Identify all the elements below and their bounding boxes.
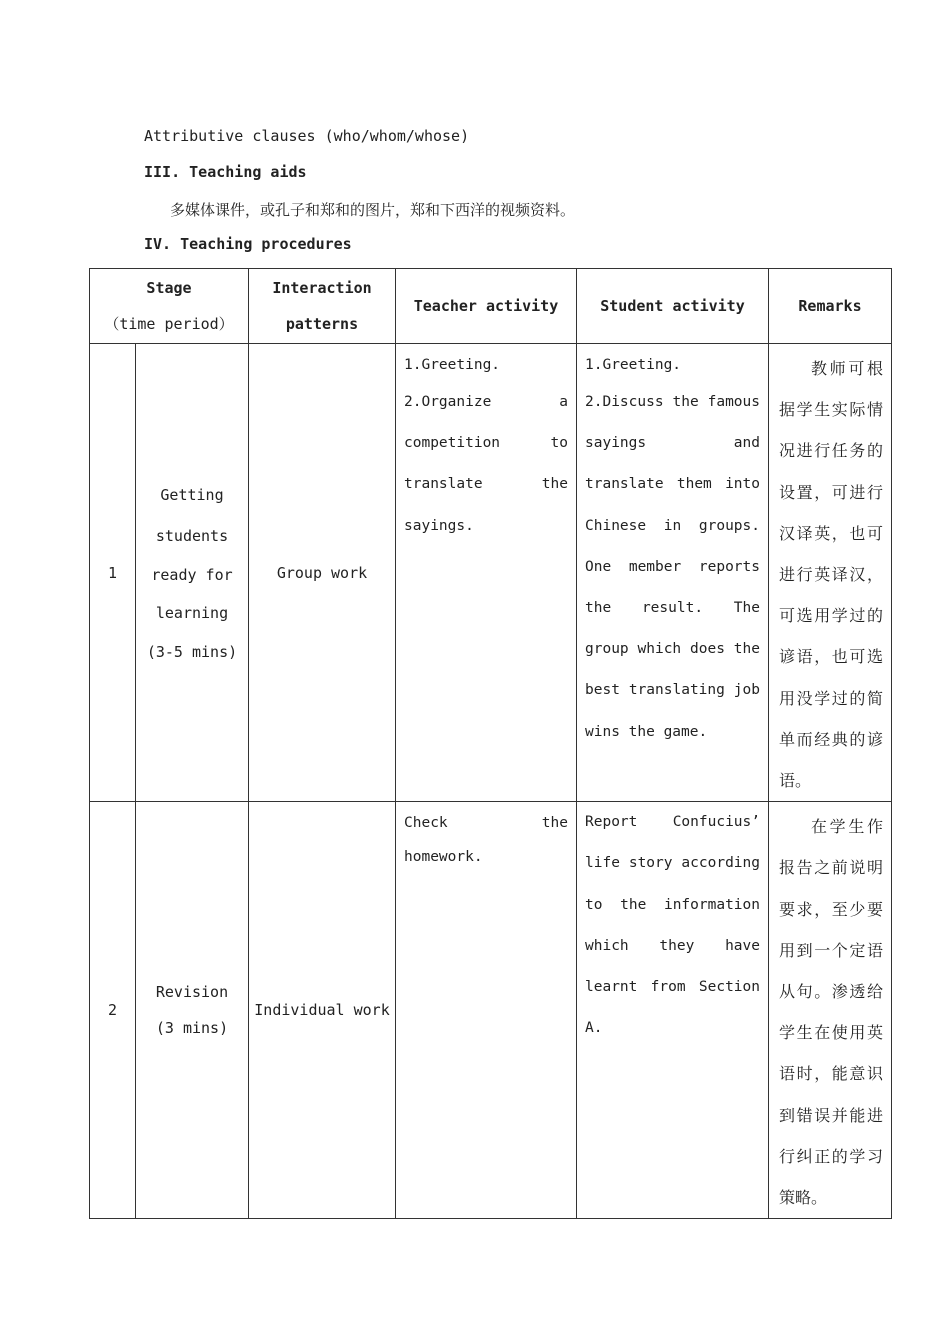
header-remarks (769, 269, 892, 344)
row-number: 2 (90, 802, 136, 1219)
table-header-row (90, 269, 892, 344)
stage-line: learning (155, 604, 229, 623)
student-activity-item: 2.Discuss the famous sayings and translate them into Chinese in groups. One member reports the result. The group which does the best translating job wins the game. (585, 394, 760, 740)
stage-line: students (155, 527, 229, 546)
teaching-aids-text: 多媒体课件，或孔子和郑和的图片，郑和下西洋的视频资料。 (170, 201, 576, 219)
header-student-label: Student activity (600, 297, 745, 315)
row-number: 1 (90, 344, 136, 802)
header-stage-sub: （time period） (104, 315, 234, 333)
teacher-activity-item: 1.Greeting. (404, 357, 501, 373)
teacher-activity-item: Check the homework. (404, 815, 568, 866)
header-teacher (396, 269, 577, 344)
header-interaction-line2: patterns (285, 315, 359, 333)
stage-cell (136, 344, 249, 802)
teacher-activity-cell (396, 344, 577, 802)
teacher-activity-item: 2.Organize a competition to translate the sayings. (404, 394, 568, 534)
section-heading-teaching-procedures: IV. Teaching procedures (144, 235, 352, 253)
header-remarks-label: Remarks (798, 297, 862, 315)
stage-line: Revision (155, 983, 229, 1002)
attributive-clauses-line: Attributive clauses (who/whom/whose) (144, 127, 470, 145)
stage-line: (3-5 mins) (146, 643, 238, 662)
header-stage-label: Stage (146, 279, 192, 297)
header-student (577, 269, 769, 344)
interaction-cell: Group work (249, 344, 396, 802)
stage-line: (3 mins) (155, 1019, 229, 1038)
stage-line: Getting (160, 486, 224, 505)
section-heading-teaching-aids: III. Teaching aids (144, 163, 307, 181)
remarks-cell: 教师可根据学生实际情况进行任务的设置，可进行汉译英，也可进行英译汉，可选用学过的谚语，也可选用没学过的简单而经典的谚语。 (769, 344, 892, 802)
header-teacher-label: Teacher activity (413, 297, 559, 315)
student-activity-cell (577, 344, 769, 802)
student-activity-item: 1.Greeting. (585, 357, 682, 373)
teacher-activity-cell (396, 802, 577, 1219)
table-row (90, 344, 892, 802)
table-row (90, 802, 892, 1219)
stage-line: ready for (151, 566, 233, 585)
header-stage (90, 269, 249, 344)
stage-cell (136, 802, 249, 1219)
procedures-table (89, 268, 892, 1219)
header-interaction-line1: Interaction (272, 279, 372, 297)
header-interaction (249, 269, 396, 344)
student-activity-cell (577, 802, 769, 1219)
student-activity-item: Report Confucius’ life story according to the information which they have learnt from Section A. (585, 814, 760, 1037)
interaction-cell: Individual work (249, 802, 396, 1219)
remarks-cell: 在学生作报告之前说明要求，至少要用到一个定语从句。渗透给学生在使用英语时，能意识到错误并能进行纠正的学习策略。 (769, 802, 892, 1219)
